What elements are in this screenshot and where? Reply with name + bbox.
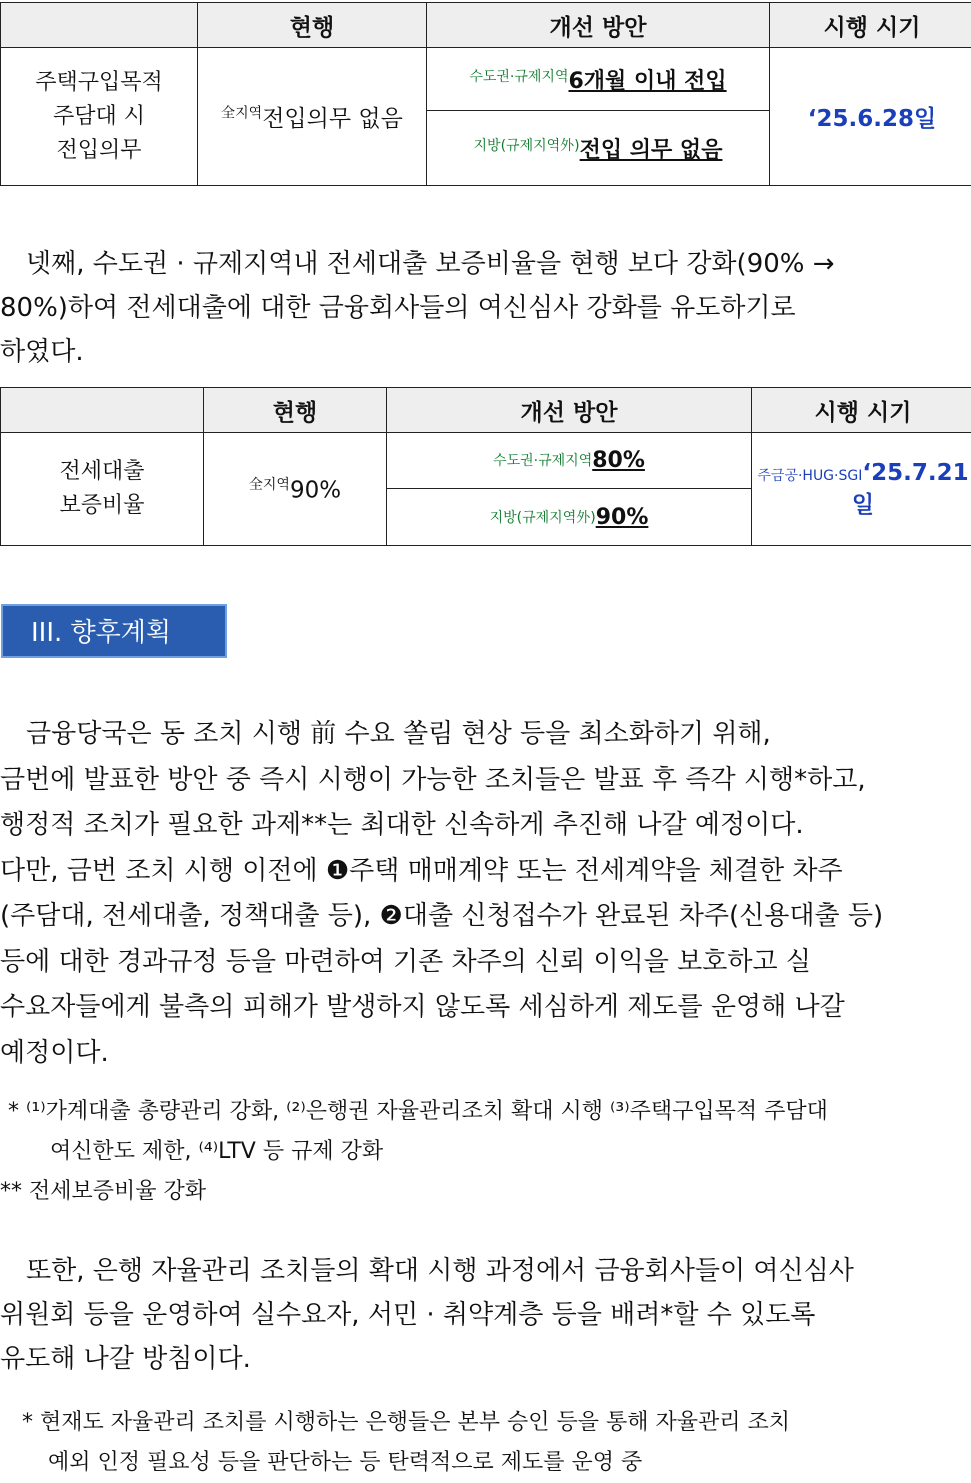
para1-line2: 80%)하여 전세대출에 대한 금융회사들의 여신심사 강화를 유도하기로 bbox=[0, 286, 971, 330]
para2-line: 등에 대한 경과규정 등을 마련하여 기존 차주의 신뢰 이익을 보호하고 실 bbox=[0, 940, 971, 986]
current-sup: 全지역 bbox=[249, 477, 290, 493]
para2-line: 수요자들에게 불측의 피해가 발생하지 않도록 세심하게 제도를 운영해 나갈 bbox=[0, 985, 971, 1031]
paragraph-4th-measure bbox=[0, 242, 971, 374]
table1-row-label bbox=[1, 48, 198, 186]
para2-line: (주담대, 전세대출, 정책대출 등), ❷대출 신청접수가 완료된 차주(신용대출 등) bbox=[0, 894, 971, 940]
note-line: 여신한도 제한, ⁽⁴⁾LTV 등 규제 강화 bbox=[0, 1132, 971, 1172]
note-line: * ⁽¹⁾가계대출 총량관리 강화, ⁽²⁾은행권 자율관리조치 확대 시행 ⁽³⁾주택구입목적 주담대 bbox=[0, 1092, 971, 1132]
para1-line1: 넷째, 수도권 · 규제지역내 전세대출 보증비율을 현행 보다 강화(90% → bbox=[0, 242, 971, 286]
para3-line: 유도해 나갈 방침이다. bbox=[0, 1337, 971, 1381]
table1-header-current: 현행 bbox=[198, 3, 427, 48]
table2-timing bbox=[752, 433, 971, 546]
plan-text: 전입 의무 없음 bbox=[580, 138, 723, 163]
para3-line: 위원회 등을 운영하여 실수요자, 서민 · 취약계층 등을 배려*할 수 있도록 bbox=[0, 1293, 971, 1337]
table2-current bbox=[204, 433, 387, 546]
plan-region: 수도권·규제지역 bbox=[493, 453, 592, 469]
table2-plan-metro bbox=[387, 433, 752, 489]
footnotes-2 bbox=[0, 1403, 971, 1483]
paragraph-bank-measures bbox=[0, 1249, 971, 1381]
table2-header-plan: 개선 방안 bbox=[387, 388, 752, 433]
timing-prefix: 주금공·HUG·SGI bbox=[757, 468, 862, 484]
para2-line: 예정이다. bbox=[0, 1031, 971, 1077]
para3-line: 또한, 은행 자율관리 조치들의 확대 시행 과정에서 금융회사들이 여신심사 bbox=[0, 1249, 971, 1293]
note-line: 예외 인정 필요성 등을 판단하는 등 탄력적으로 제도를 운영 중 bbox=[0, 1443, 971, 1483]
timing-date: ‘25.7.21일 bbox=[852, 460, 969, 518]
paragraph-future-plan bbox=[0, 712, 971, 1076]
table1-header-blank bbox=[1, 3, 198, 48]
table2-header-blank bbox=[1, 388, 204, 433]
table2-plan-local bbox=[387, 489, 752, 546]
para2-line: 금번에 발표한 방안 중 즉시 시행이 가능한 조치들은 발표 후 즉각 시행*하고, bbox=[0, 758, 971, 804]
plan-region: 지방(규제지역外) bbox=[474, 138, 580, 154]
row-label-line: 주택구입목적 bbox=[1, 66, 197, 100]
table1-header-plan: 개선 방안 bbox=[427, 3, 770, 48]
plan-region: 지방(규제지역外) bbox=[490, 510, 596, 526]
row-label-line: 보증비율 bbox=[1, 489, 203, 523]
loan-residency-table bbox=[0, 2, 971, 186]
row-label-line: 전입의무 bbox=[1, 134, 197, 168]
current-sup: 全지역 bbox=[221, 105, 262, 121]
row-label-line: 전세대출 bbox=[1, 455, 203, 489]
table2-header-timing: 시행 시기 bbox=[752, 388, 971, 433]
table2-header-current: 현행 bbox=[204, 388, 387, 433]
table1-plan-metro bbox=[427, 48, 770, 111]
plan-text: 90% bbox=[596, 505, 649, 530]
footnotes-1 bbox=[0, 1092, 971, 1212]
table1-header-timing: 시행 시기 bbox=[770, 3, 971, 48]
note-line: ** 전세보증비율 강화 bbox=[0, 1172, 971, 1212]
para2-line: 다만, 금번 조치 시행 이전에 ❶주택 매매계약 또는 전세계약을 체결한 차주 bbox=[0, 849, 971, 895]
table1-current bbox=[198, 48, 427, 186]
table1-plan-local bbox=[427, 111, 770, 186]
plan-text: 6개월 이내 전입 bbox=[568, 69, 726, 94]
row-label-line: 주담대 시 bbox=[1, 100, 197, 134]
table2-row-label bbox=[1, 433, 204, 546]
plan-text: 80% bbox=[592, 448, 645, 473]
current-text: 90% bbox=[290, 478, 341, 504]
table1-timing: ‘25.6.28일 bbox=[770, 48, 971, 186]
para1-line3: 하였다. bbox=[0, 330, 971, 374]
guarantee-ratio-table bbox=[0, 387, 971, 546]
para2-line: 금융당국은 동 조치 시행 前 수요 쏠림 현상 등을 최소화하기 위해, bbox=[0, 712, 971, 758]
plan-region: 수도권·규제지역 bbox=[469, 69, 568, 85]
current-text: 전입의무 없음 bbox=[262, 106, 403, 132]
note-line: * 현재도 자율관리 조치를 시행하는 은행들은 본부 승인 등을 통해 자율관리 조치 bbox=[0, 1403, 971, 1443]
section-title: III. 향후계획 bbox=[1, 604, 227, 658]
para2-line: 행정적 조치가 필요한 과제**는 최대한 신속하게 추진해 나갈 예정이다. bbox=[0, 803, 971, 849]
